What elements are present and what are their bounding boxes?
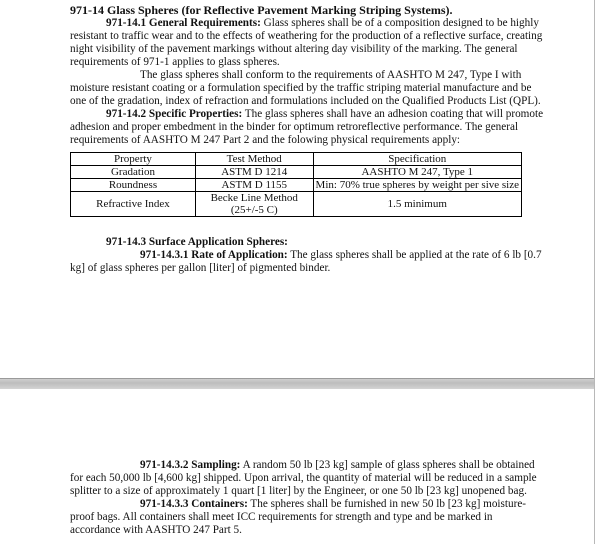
- subsection-heading: 971-14.3.1 Rate of Application:: [140, 249, 288, 261]
- paragraph-text: proof bags. All containers shall meet ICC requirements for strength and type and be marked in: [70, 511, 493, 523]
- paragraph-text: accordance with AASHTO 247 Part 5.: [70, 524, 242, 536]
- table-cell: ASTM D 1155: [195, 179, 313, 192]
- paragraph-text: requirements of AASHTO M 247 Part 2 and the folowing physical requirements apply:: [70, 134, 461, 146]
- table-header-cell: Specification: [313, 153, 521, 166]
- paragraph-text: moisture resistant coating or a formulation specified by the traffic striping material manufacture and be: [70, 82, 532, 94]
- paragraph-text: resistant to traffic wear and to the effects of weathering for the production of a reflective surface, creating: [70, 30, 543, 42]
- table-cell-method: [195, 192, 313, 217]
- paragraph-general-requirements: [106, 17, 539, 30]
- table-header-row: [71, 153, 522, 166]
- paragraph-text: Glass spheres shall be of a composition designed to be highly: [260, 17, 539, 29]
- subsection-heading: 971-14.3.3 Containers:: [140, 498, 248, 510]
- method-line: Becke Line Method: [210, 192, 298, 204]
- paragraph-text: The spheres shall be furnished in new 50 lb [23 kg] moisture-: [247, 498, 527, 510]
- physical-requirements-table: [70, 152, 522, 217]
- paragraph-rate-of-application: [140, 249, 542, 262]
- table-row: [71, 179, 522, 192]
- paragraph-text: adhesion and proper embedment in the binder for optimum retroreflective performance. The general: [70, 121, 519, 133]
- paragraph-containers: [140, 498, 526, 511]
- table-cell: Min: 70% true spheres by weight per sive size: [313, 179, 521, 192]
- paragraph-text: requirements of 971-1 applies to glass spheres.: [70, 56, 280, 68]
- paragraph-specific-properties: [106, 108, 543, 121]
- subsection-heading: 971-14.1 General Requirements:: [106, 17, 261, 29]
- table-row: [71, 166, 522, 179]
- subsection-heading: 971-14.3.2 Sampling:: [140, 459, 241, 471]
- table-cell: 1.5 minimum: [313, 192, 521, 217]
- paragraph-text: one of the gradation, index of refraction and formulations included on the Qualified Products List (QPL).: [70, 95, 541, 107]
- table-header-cell: Property: [71, 153, 196, 166]
- table-cell: Roundness: [71, 179, 196, 192]
- paragraph-text: kg] of glass spheres per gallon [liter] of pigmented binder.: [70, 262, 331, 274]
- paragraph-text: for each 50,000 lb [4,600 kg] shipped. Upon arrival, the quantity of material will be reduced in a sample: [70, 472, 537, 484]
- paragraph-sampling: [140, 459, 535, 472]
- paragraph-text: A random 50 lb [23 kg] sample of glass spheres shall be obtained: [240, 459, 535, 471]
- subsection-heading: 971-14.2 Specific Properties:: [106, 108, 243, 120]
- paragraph-text: night visibility of the pavement markings without altering day visibility of the marking. The general: [70, 43, 518, 55]
- paragraph-text: The glass spheres shall conform to the requirements of AASHTO M 247, Type I with: [140, 69, 522, 81]
- method-line: (25+/-5 C): [230, 204, 278, 216]
- subsection-heading: 971-14.3 Surface Application Spheres:: [106, 236, 288, 248]
- paragraph-text: The glass spheres shall have an adhesion coating that will promote: [242, 108, 544, 120]
- table-cell: ASTM D 1214: [195, 166, 313, 179]
- table-cell: Refractive Index: [71, 192, 196, 217]
- table-cell: Gradation: [71, 166, 196, 179]
- table-cell: AASHTO M 247, Type 1: [313, 166, 521, 179]
- table-header-cell: Test Method: [195, 153, 313, 166]
- table-row: [71, 192, 522, 217]
- page-2: [0, 389, 595, 544]
- paragraph-text: splitter to a size of approximately 1 quart [1 liter] by the Engineer, or one 50 lb [23 kg] unopened bag.: [70, 485, 527, 497]
- section-heading: 971-14 Glass Spheres (for Reflective Pavement Marking Striping Systems).: [70, 3, 453, 17]
- paragraph-text: The glass spheres shall be applied at the rate of 6 lb [0.7: [287, 249, 542, 261]
